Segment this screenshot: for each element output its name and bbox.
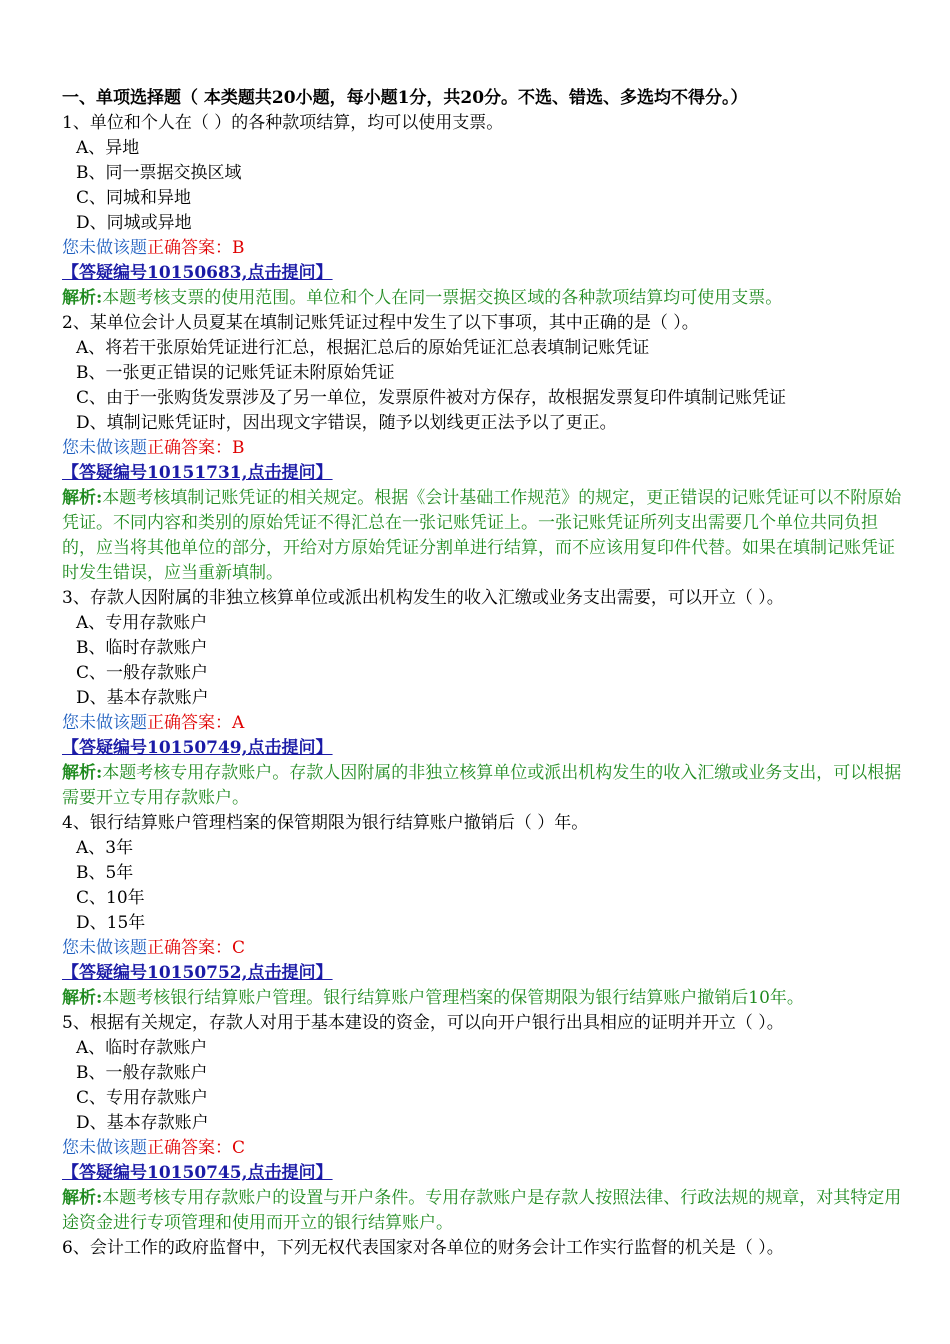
option-item: B、一张更正错误的记账凭证未附原始凭证 [76,363,395,383]
correct-answer-value: C [232,938,246,958]
option-item: D、基本存款账户 [76,688,209,708]
ask-question-link[interactable]: 【答疑编号10150683,点击提问】 [62,263,333,283]
analysis-body: 本题考核填制记账凭证的相关规定。根据《会计基础工作规范》的规定，更正错误的记账凭证可以不附原始凭证。不同内容和类别的原始凭证不得汇总在一张记账凭证上。一张记账凭证所列支出需要几个单位共同负担的，应当将其他单位的部分，开给对方原始凭证分割单进行结算，而不应该用复印件代替。如果在填制记账凭证时发生错误，应当重新填制。 [62,488,902,583]
option-item: B、临时存款账户 [76,638,208,658]
qa-link-row [62,1161,902,1186]
qa-link-row [62,961,902,986]
status-text: 您未做该题 [62,938,147,958]
question-block [62,1011,902,1236]
question-block [62,811,902,1011]
option-item: D、填制记账凭证时，因出现文字错误，随予以划线更正法予以了更正。 [76,413,617,433]
question-block [62,111,902,311]
ask-question-link[interactable]: 【答疑编号10150752,点击提问】 [62,963,333,983]
option-item: B、同一票据交换区域 [76,163,242,183]
question-stem: 3、存款人因附属的非独立核算单位或派出机构发生的收入汇缴或业务支出需要，可以开立（ ）。 [62,588,784,608]
option-item: C、一般存款账户 [76,663,209,683]
question-block [62,1236,902,1261]
analysis-label: 解析: [62,288,103,308]
analysis-text [62,986,902,1011]
question-block [62,586,902,811]
answer-line [62,1136,902,1161]
question-stem: 6、会计工作的政府监督中，下列无权代表国家对各单位的财务会计工作实行监督的机关是（ ）。 [62,1238,784,1258]
answer-line [62,936,902,961]
status-text: 您未做该题 [62,1138,147,1158]
question-stem: 1、单位和个人在（ ）的各种款项结算，均可以使用支票。 [62,113,504,133]
option-item: D、同城或异地 [76,213,192,233]
correct-answer-label: 正确答案： [147,713,232,733]
ask-question-link[interactable]: 【答疑编号10150745,点击提问】 [62,1163,333,1183]
question-stem: 5、根据有关规定，存款人对用于基本建设的资金，可以向开户银行出具相应的证明并开立（ ）。 [62,1013,784,1033]
option-item: B、一般存款账户 [76,1063,208,1083]
correct-answer-value: A [232,713,245,733]
option-item: A、将若干张原始凭证进行汇总，根据汇总后的原始凭证汇总表填制记账凭证 [76,338,650,358]
correct-answer-value: B [232,238,245,258]
analysis-text [62,286,902,311]
option-item: A、3年 [76,838,134,858]
question-list [62,111,902,1261]
analysis-label: 解析: [62,1188,103,1208]
status-text: 您未做该题 [62,238,147,258]
option-item: C、由于一张购货发票涉及了另一单位，发票原件被对方保存，故根据发票复印件填制记账凭证 [76,388,787,408]
analysis-label: 解析: [62,488,103,508]
ask-question-link[interactable]: 【答疑编号10150749,点击提问】 [62,738,333,758]
analysis-label: 解析: [62,988,103,1008]
analysis-label: 解析: [62,763,103,783]
analysis-body: 本题考核专用存款账户。存款人因附属的非独立核算单位或派出机构发生的收入汇缴或业务支出，可以根据需要开立专用存款账户。 [62,763,902,808]
correct-answer-value: C [232,1138,246,1158]
option-item: D、基本存款账户 [76,1113,209,1133]
correct-answer-label: 正确答案： [147,1138,232,1158]
answer-line [62,236,902,261]
option-item: B、5年 [76,863,134,883]
status-text: 您未做该题 [62,713,147,733]
option-item: A、异地 [76,138,140,158]
analysis-text [62,761,902,811]
correct-answer-label: 正确答案： [147,438,232,458]
analysis-body: 本题考核支票的使用范围。单位和个人在同一票据交换区域的各种款项结算均可使用支票。 [102,288,783,308]
question-block [62,311,902,586]
analysis-text [62,1186,902,1236]
document-body [62,86,902,1261]
question-stem: 4、银行结算账户管理档案的保管期限为银行结算账户撤销后（ ）年。 [62,813,589,833]
status-text: 您未做该题 [62,438,147,458]
option-item: D、15年 [76,913,146,933]
question-stem: 2、某单位会计人员夏某在填制记账凭证过程中发生了以下事项，其中正确的是（ ）。 [62,313,699,333]
correct-answer-label: 正确答案： [147,238,232,258]
analysis-body: 本题考核银行结算账户管理。银行结算账户管理档案的保管期限为银行结算账户撤销后10年。 [102,988,804,1008]
option-item: A、临时存款账户 [76,1038,208,1058]
option-item: C、同城和异地 [76,188,192,208]
correct-answer-label: 正确答案： [147,938,232,958]
option-item: C、10年 [76,888,145,908]
section-title: 一、单项选择题（ 本类题共20小题，每小题1分，共20分。不选、错选、多选均不得分。） [62,88,748,108]
correct-answer-value: B [232,438,245,458]
analysis-text [62,486,902,586]
analysis-body: 本题考核专用存款账户的设置与开户条件。专用存款账户是存款人按照法律、行政法规的规章，对其特定用途资金进行专项管理和使用而开立的银行结算账户。 [62,1188,902,1233]
option-item: A、专用存款账户 [76,613,208,633]
answer-line [62,711,902,736]
answer-line [62,436,902,461]
option-item: C、专用存款账户 [76,1088,209,1108]
qa-link-row [62,461,902,486]
ask-question-link[interactable]: 【答疑编号10151731,点击提问】 [62,463,333,483]
qa-link-row [62,736,902,761]
qa-link-row [62,261,902,286]
